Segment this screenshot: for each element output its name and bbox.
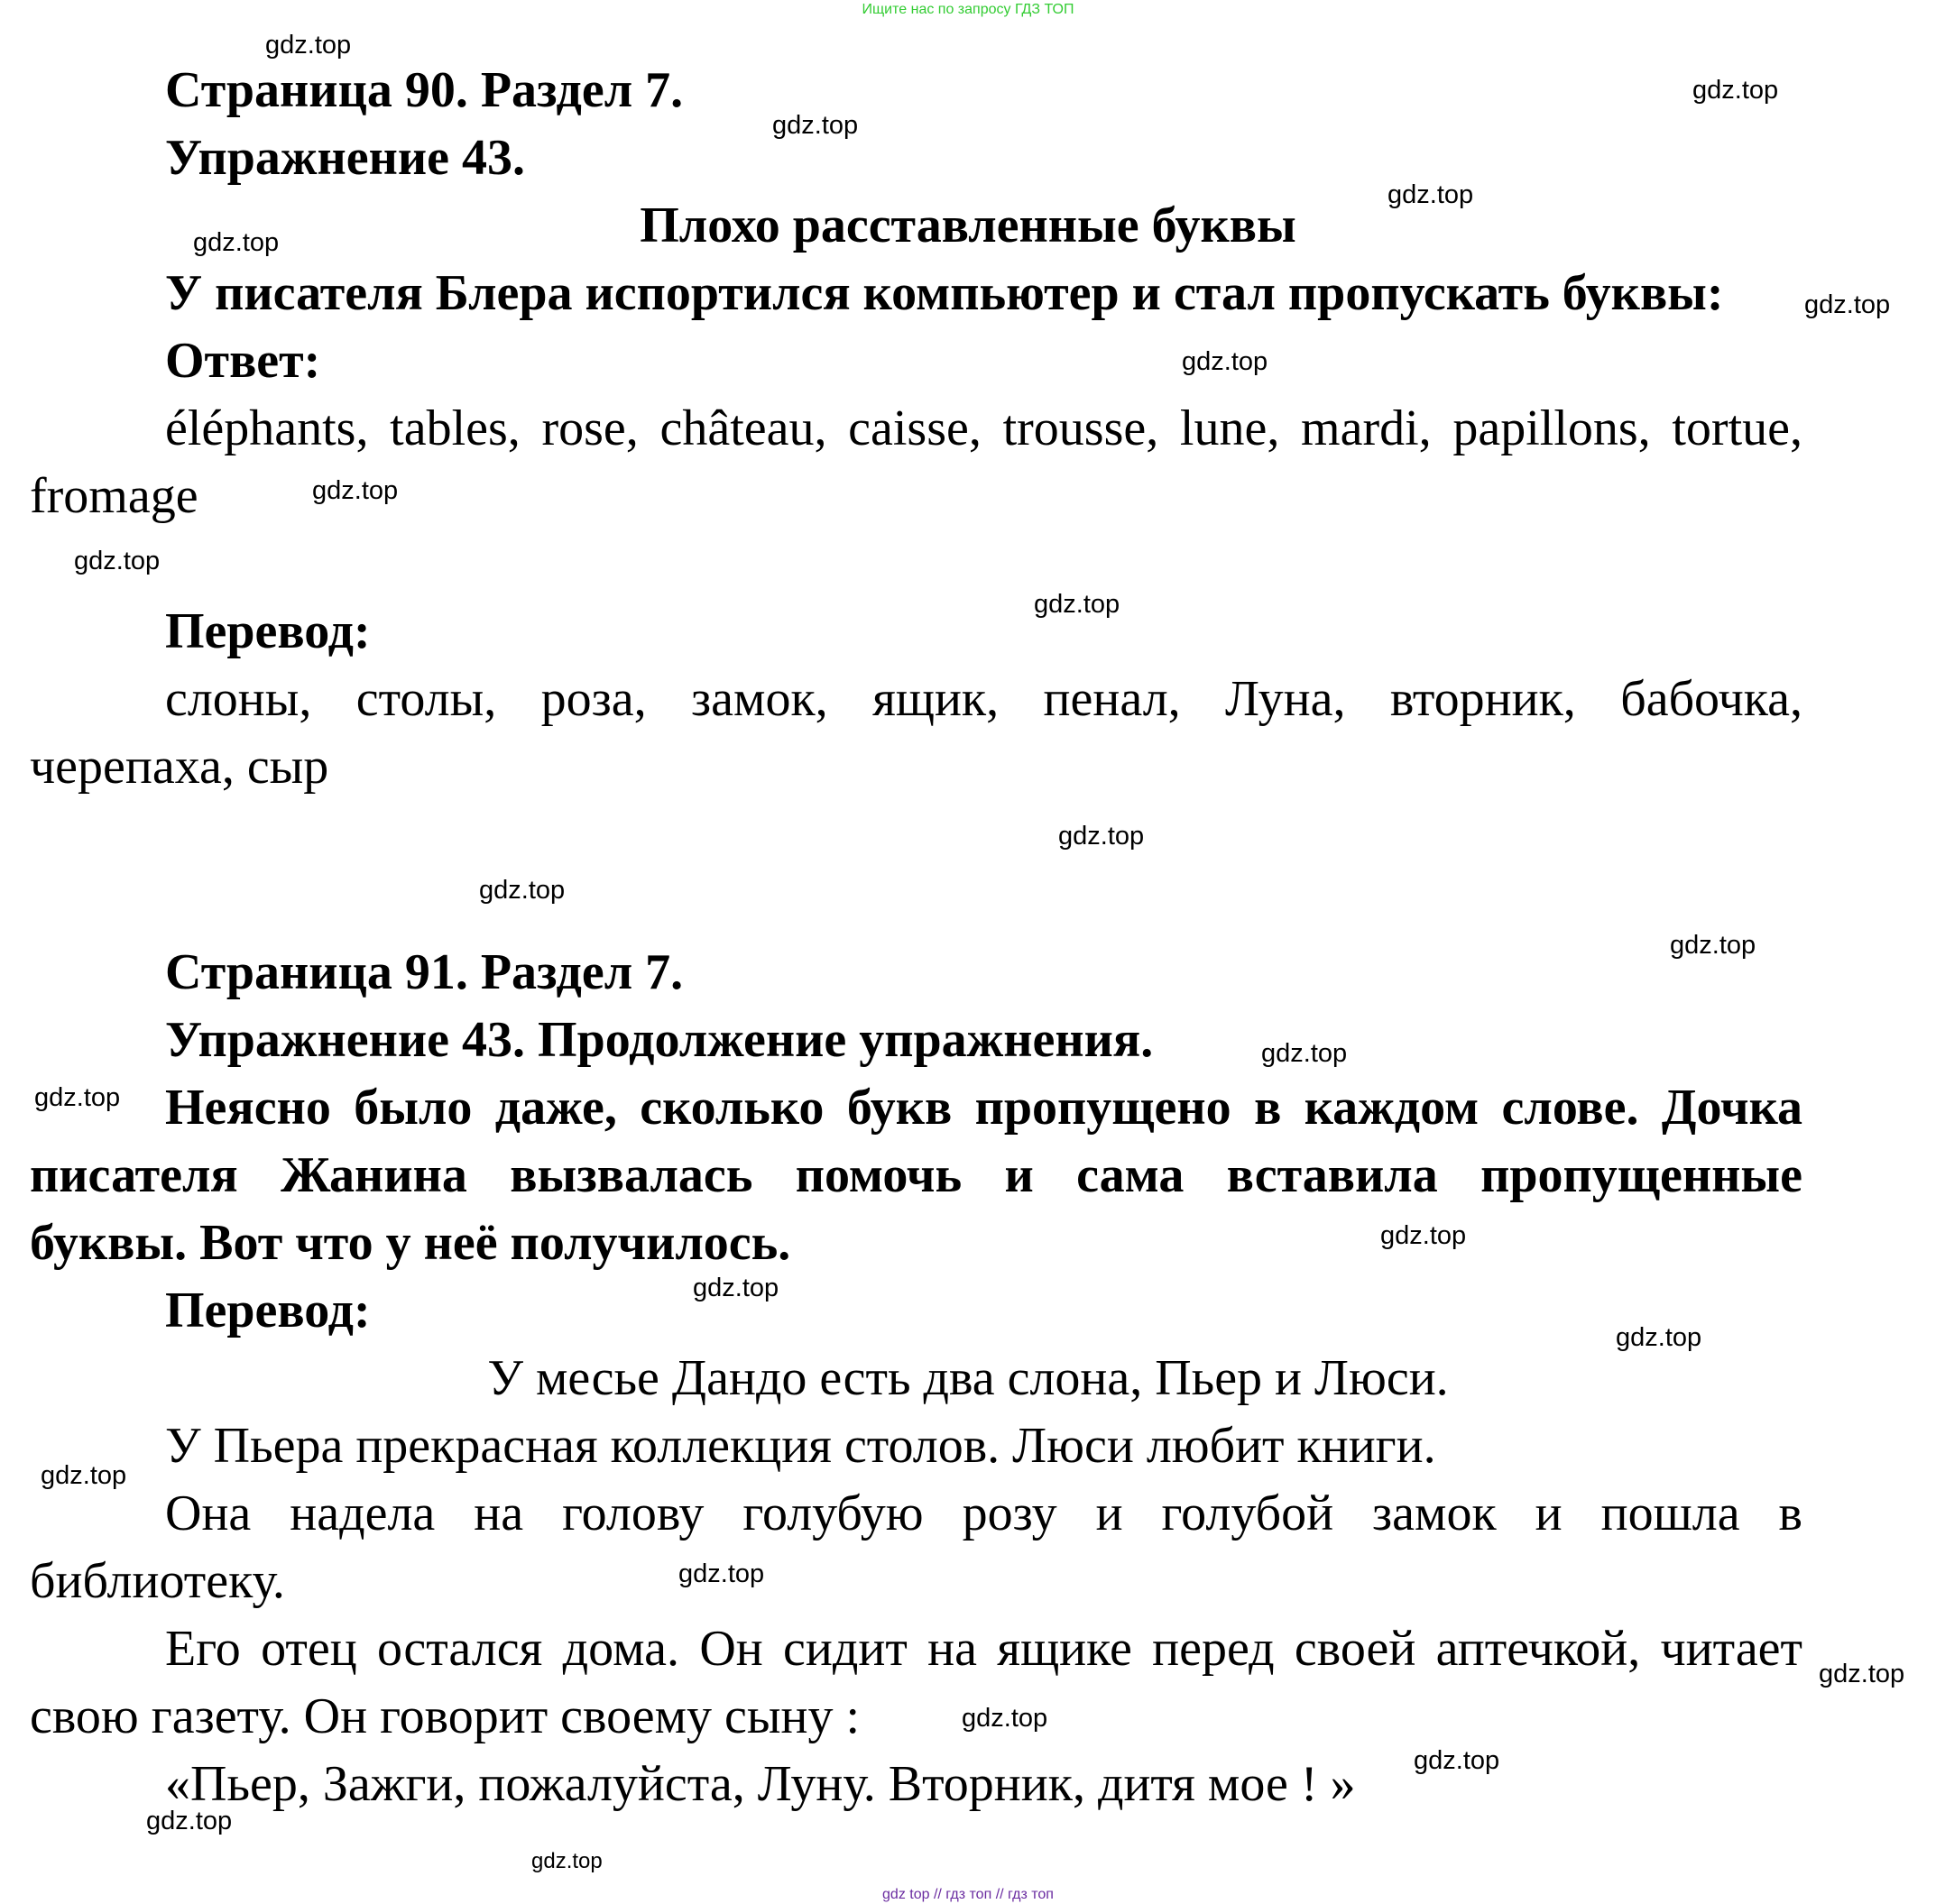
exercise-heading-43: Упражнение 43. (165, 130, 526, 186)
watermark: gdz.top (678, 1559, 765, 1588)
translation-line-2: черепаха, сыр (30, 739, 329, 795)
translation-label-1: Перевод: (165, 603, 371, 659)
watermark: gdz.top (146, 1807, 233, 1835)
watermark: gdz.top (1804, 290, 1891, 319)
watermark: gdz.top (1692, 76, 1779, 105)
top-banner: Ищите нас по запросу ГДЗ ТОП (862, 2, 1074, 17)
exercise-task: У писателя Блера испортился компьютер и стал пропускать буквы: (165, 265, 1724, 321)
watermark: gdz.top (1182, 347, 1268, 376)
watermark: gdz.top (962, 1704, 1048, 1733)
task2-line-3: буквы. Вот что у неё получилось. (30, 1215, 791, 1271)
exercise-title: Плохо расставленные буквы (640, 198, 1296, 253)
page-heading-90: Страница 90. Раздел 7. (165, 62, 684, 118)
watermark: gdz.top (193, 228, 280, 257)
story-line-5: Его отец остался дома. Он сидит на ящике перед своей аптечкой, читает (165, 1621, 1802, 1677)
answer-label: Ответ: (165, 333, 321, 389)
story-line-6: свою газету. Он говорит своему сыну : (30, 1688, 861, 1744)
watermark: gdz.top (1058, 822, 1145, 851)
watermark: gdz.top (265, 31, 352, 60)
watermark: gdz.top (693, 1274, 779, 1302)
translation-line-1: слоны, столы, роза, замок, ящик, пенал, Луна, вторник, бабочка, (165, 671, 1802, 727)
watermark: gdz.top (531, 1849, 603, 1873)
watermark: gdz.top (41, 1461, 127, 1490)
watermark: gdz.top (1034, 590, 1120, 619)
story-line-1: У месье Дандо есть два слона, Пьер и Люси. (487, 1350, 1449, 1406)
task2-line-2: писателя Жанина вызвалась помочь и сама вставила пропущенные (30, 1147, 1802, 1203)
watermark: gdz.top (1819, 1660, 1905, 1688)
answer-line-1: éléphants, tables, rose, château, caisse, trousse, lune, mardi, papillons, tortue, (165, 400, 1802, 456)
story-line-4: библиотеку. (30, 1553, 285, 1609)
watermark: gdz.top (1670, 931, 1756, 960)
story-line-3: Она надела на голову голубую розу и голубой замок и пошла в (165, 1485, 1802, 1541)
translation-label-2: Перевод: (165, 1283, 371, 1338)
watermark: gdz.top (1387, 180, 1474, 209)
story-line-2: У Пьера прекрасная коллекция столов. Люси любит книги. (165, 1418, 1436, 1474)
watermark: gdz.top (34, 1083, 121, 1112)
watermark: gdz.top (479, 876, 566, 905)
story-line-7: «Пьер, Зажги, пожалуйста, Луну. Вторник, дитя мое ! » (165, 1756, 1356, 1812)
watermark: gdz.top (772, 111, 859, 140)
page-heading-91: Страница 91. Раздел 7. (165, 944, 684, 1000)
watermark: gdz.top (312, 476, 399, 505)
watermark: gdz.top (1380, 1221, 1467, 1250)
answer-line-2: fromage (30, 468, 198, 524)
exercise-heading-continued: Упражнение 43. Продолжение упражнения. (165, 1012, 1154, 1068)
watermark: gdz.top (1616, 1323, 1702, 1352)
watermark: gdz.top (74, 547, 161, 575)
task2-line-1: Неясно было даже, сколько букв пропущено в каждом слове. Дочка (165, 1080, 1802, 1136)
watermark: gdz.top (1414, 1746, 1500, 1775)
watermark: gdz.top (1261, 1039, 1348, 1068)
bottom-banner: gdz top // гдз топ // гдз топ (882, 1887, 1054, 1902)
